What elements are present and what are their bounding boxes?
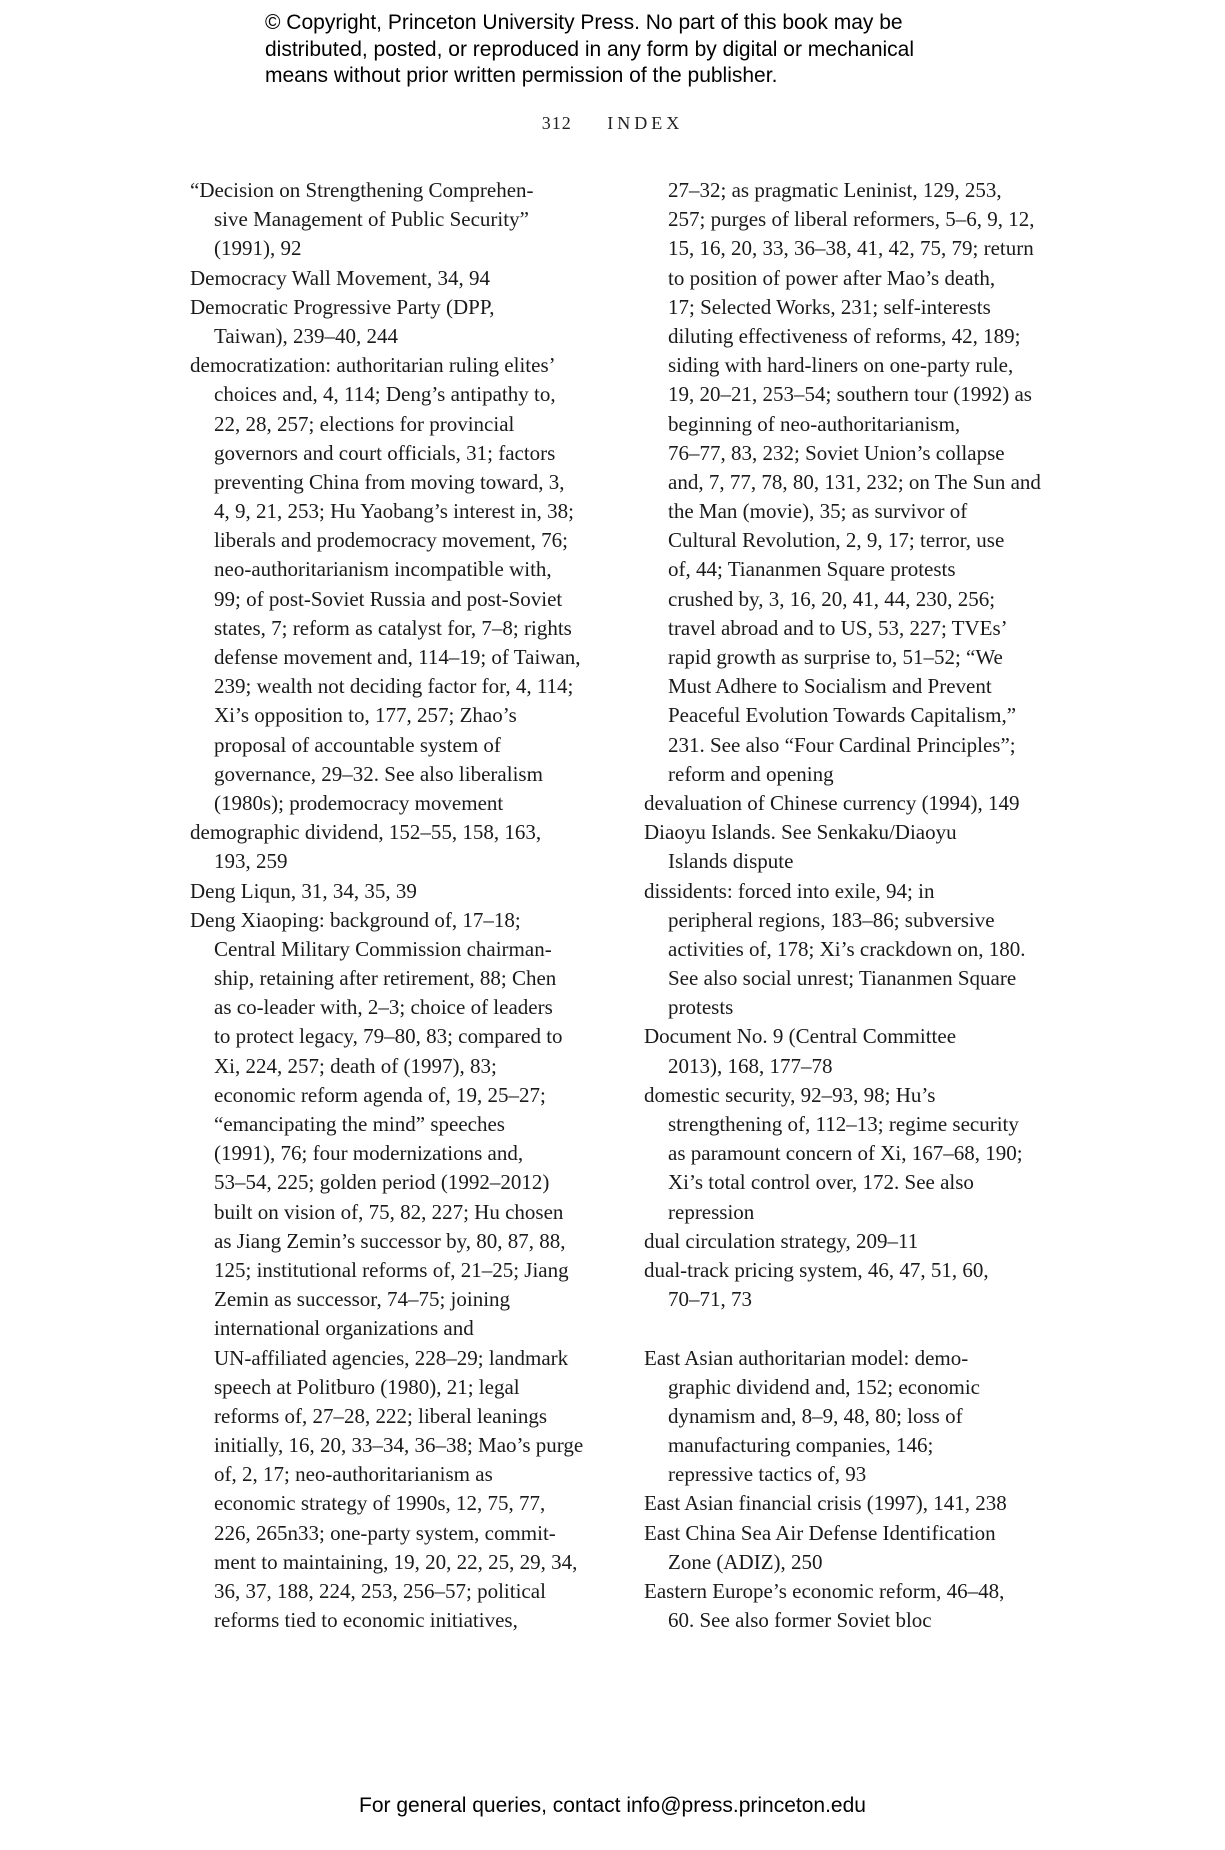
index-line: East Asian financial crisis (1997), 141, 238 xyxy=(644,1491,1007,1516)
index-line: UN-affiliated agencies, 228–29; landmark xyxy=(214,1345,569,1370)
index-line: 15, 16, 20, 33, 36–38, 41, 42, 75, 79; return xyxy=(668,236,1034,261)
index-line: (1991), 76; four modernizations and, xyxy=(214,1141,524,1166)
index-line: as paramount concern of Xi, 167–68, 190; xyxy=(668,1141,1023,1166)
index-line: 239; wealth not deciding factor for, 4, 114; xyxy=(214,674,574,699)
copyright-line: © Copyright, Princeton University Press. No part of this book may be xyxy=(265,11,903,34)
section-title: INDEX xyxy=(607,113,684,133)
index-line: 4, 9, 21, 253; Hu Yaobang’s interest in, 38; xyxy=(214,499,574,524)
index-line: governance, 29–32. See also liberalism xyxy=(214,761,543,786)
index-line: “Decision on Strengthening Comprehen- xyxy=(190,178,534,202)
index-line: “emancipating the mind” speeches xyxy=(214,1112,505,1136)
index-line: built on vision of, 75, 82, 227; Hu chosen xyxy=(214,1199,564,1224)
index-line: to position of power after Mao’s death, xyxy=(668,265,996,290)
index-line: travel abroad and to US, 53, 227; TVEs’ xyxy=(668,615,1008,640)
index-line: proposal of accountable system of xyxy=(214,732,501,757)
index-line: Zemin as successor, 74–75; joining xyxy=(214,1287,511,1312)
index-line: protests xyxy=(668,995,734,1020)
index-line: international organizations and xyxy=(214,1316,474,1341)
index-line: peripheral regions, 183–86; subversive xyxy=(668,907,995,932)
index-line: crushed by, 3, 16, 20, 41, 44, 230, 256; xyxy=(668,586,996,611)
index-line: Xi, 224, 257; death of (1997), 83; xyxy=(214,1053,497,1078)
index-line: 22, 28, 257; elections for provincial xyxy=(214,411,515,436)
index-line: East Asian authoritarian model: demo- xyxy=(644,1345,969,1370)
index-line: reforms tied to economic initiatives, xyxy=(214,1608,518,1633)
index-line: economic strategy of 1990s, 12, 75, 77, xyxy=(214,1491,546,1516)
index-line: dynamism and, 8–9, 48, 80; loss of xyxy=(668,1403,963,1428)
index-line: liberals and prodemocracy movement, 76; xyxy=(214,528,568,553)
page-number: 312 xyxy=(541,113,572,133)
index-line: initially, 16, 20, 33–34, 36–38; Mao’s purge xyxy=(214,1433,584,1458)
index-line: (1980s); prodemocracy movement xyxy=(214,790,504,815)
index-line: as Jiang Zemin’s successor by, 80, 87, 88, xyxy=(214,1228,566,1253)
index-line: 19, 20–21, 253–54; southern tour (1992) as xyxy=(668,382,1032,407)
index-line: siding with hard-liners on one-party rule, xyxy=(668,353,1014,378)
index-line: domestic security, 92–93, 98; Hu’s xyxy=(644,1082,936,1107)
index-line: demographic dividend, 152–55, 158, 163, xyxy=(190,820,542,845)
index-line: reform and opening xyxy=(668,761,834,786)
index-line: strengthening of, 112–13; regime security xyxy=(668,1112,1019,1136)
index-line: Democratic Progressive Party (DPP, xyxy=(190,294,495,319)
running-header xyxy=(0,113,1225,134)
index-line: Deng Liqun, 31, 34, 35, 39 xyxy=(190,878,417,903)
index-line: beginning of neo-authoritarianism, xyxy=(668,411,961,436)
index-line: Peaceful Evolution Towards Capitalism,” xyxy=(668,703,1017,728)
index-line: preventing China from moving toward, 3, xyxy=(214,469,565,494)
index-line: reforms of, 27–28, 222; liberal leanings xyxy=(214,1403,548,1428)
index-line: speech at Politburo (1980), 21; legal xyxy=(214,1374,520,1399)
index-line: 193, 259 xyxy=(214,849,288,874)
index-line: ment to maintaining, 19, 20, 22, 25, 29, 34, xyxy=(214,1549,578,1574)
index-line: neo-authoritarianism incompatible with, xyxy=(214,557,552,582)
index-column-left xyxy=(190,176,610,1635)
index-line: Deng Xiaoping: background of, 17–18; xyxy=(190,907,521,932)
copyright-line: distributed, posted, or reproduced in any form by digital or mechanical xyxy=(265,37,915,61)
index-line: Taiwan), 239–40, 244 xyxy=(214,323,398,348)
index-line: 99; of post-Soviet Russia and post-Soviet xyxy=(214,586,563,611)
index-line: graphic dividend and, 152; economic xyxy=(668,1374,980,1399)
index-line: manufacturing companies, 146; xyxy=(668,1433,934,1458)
index-line: activities of, 178; Xi’s crackdown on, 180. xyxy=(668,936,1026,961)
index-line: Islands dispute xyxy=(668,849,794,874)
index-line: Cultural Revolution, 2, 9, 17; terror, use xyxy=(668,528,1005,553)
copyright-line: means without prior written permission of the publisher. xyxy=(265,64,778,87)
index-line: Eastern Europe’s economic reform, 46–48, xyxy=(644,1579,1005,1603)
index-line: See also social unrest; Tiananmen Square xyxy=(668,966,1017,991)
index-line: 231. See also “Four Cardinal Principles”; xyxy=(668,732,1016,757)
index-column-right xyxy=(644,176,1064,1635)
index-line: (1991), 92 xyxy=(214,236,302,261)
index-line: 76–77, 83, 232; Soviet Union’s collapse xyxy=(668,440,1005,465)
copyright-notice xyxy=(265,10,1025,90)
index-line: dual circulation strategy, 209–11 xyxy=(644,1228,919,1253)
index-line: 27–32; as pragmatic Leninist, 129, 253, xyxy=(668,178,1002,202)
index-line: East China Sea Air Defense Identification xyxy=(644,1520,996,1545)
index-line: to protect legacy, 79–80, 83; compared to xyxy=(214,1024,563,1049)
index-line: rapid growth as surprise to, 51–52; “We xyxy=(668,645,1003,669)
index-line: governors and court officials, 31; factors xyxy=(214,440,556,465)
index-line: repression xyxy=(668,1199,755,1224)
index-line: Diaoyu Islands. See Senkaku/Diaoyu xyxy=(644,820,957,845)
index-line: democratization: authoritarian ruling elites’ xyxy=(190,353,556,378)
index-line: ship, retaining after retirement, 88; Chen xyxy=(214,966,557,991)
index-line: economic reform agenda of, 19, 25–27; xyxy=(214,1082,546,1107)
index-line: states, 7; reform as catalyst for, 7–8; rights xyxy=(214,615,572,640)
index-line: 257; purges of liberal reformers, 5–6, 9, 12, xyxy=(668,207,1035,232)
index-line: sive Management of Public Security” xyxy=(214,207,529,232)
index-line: diluting effectiveness of reforms, 42, 189; xyxy=(668,323,1021,348)
index-line: 17; Selected Works, 231; self-interests xyxy=(668,294,991,319)
index-line: Xi’s total control over, 172. See also xyxy=(668,1170,974,1195)
index-line: Document No. 9 (Central Committee xyxy=(644,1024,957,1049)
index-line: the Man (movie), 35; as survivor of xyxy=(668,499,968,524)
index-line: dual-track pricing system, 46, 47, 51, 60, xyxy=(644,1257,989,1282)
index-line: defense movement and, 114–19; of Taiwan, xyxy=(214,645,581,669)
index-line: 70–71, 73 xyxy=(668,1287,752,1312)
index-line: 53–54, 225; golden period (1992–2012) xyxy=(214,1170,550,1195)
index-line: 125; institutional reforms of, 21–25; Jiang xyxy=(214,1257,569,1282)
index-line: dissidents: forced into exile, 94; in xyxy=(644,878,935,903)
index-line: 60. See also former Soviet bloc xyxy=(668,1608,932,1633)
index-line: and, 7, 77, 78, 80, 131, 232; on The Sun and xyxy=(668,469,1041,494)
blank-line xyxy=(644,1314,1064,1343)
index-line: repressive tactics of, 93 xyxy=(668,1462,867,1487)
index-line: of, 2, 17; neo-authoritarianism as xyxy=(214,1462,493,1487)
index-line: Xi’s opposition to, 177, 257; Zhao’s xyxy=(214,703,517,728)
footer-contact: For general queries, contact info@press.princeton.edu xyxy=(359,1794,866,1817)
index-line: 2013), 168, 177–78 xyxy=(668,1053,833,1078)
index-line: as co-leader with, 2–3; choice of leaders xyxy=(214,995,553,1020)
index-line: 36, 37, 188, 224, 253, 256–57; political xyxy=(214,1579,546,1603)
index-line: devaluation of Chinese currency (1994), 149 xyxy=(644,790,1020,815)
index-line: Democracy Wall Movement, 34, 94 xyxy=(190,265,491,290)
index-line: choices and, 4, 114; Deng’s antipathy to, xyxy=(214,382,556,407)
index-line: Must Adhere to Socialism and Prevent xyxy=(668,674,992,699)
index-line: 226, 265n33; one-party system, commit- xyxy=(214,1520,556,1545)
index-line: Zone (ADIZ), 250 xyxy=(668,1549,823,1574)
index-line: of, 44; Tiananmen Square protests xyxy=(668,557,956,582)
index-line: Central Military Commission chairman- xyxy=(214,936,552,961)
